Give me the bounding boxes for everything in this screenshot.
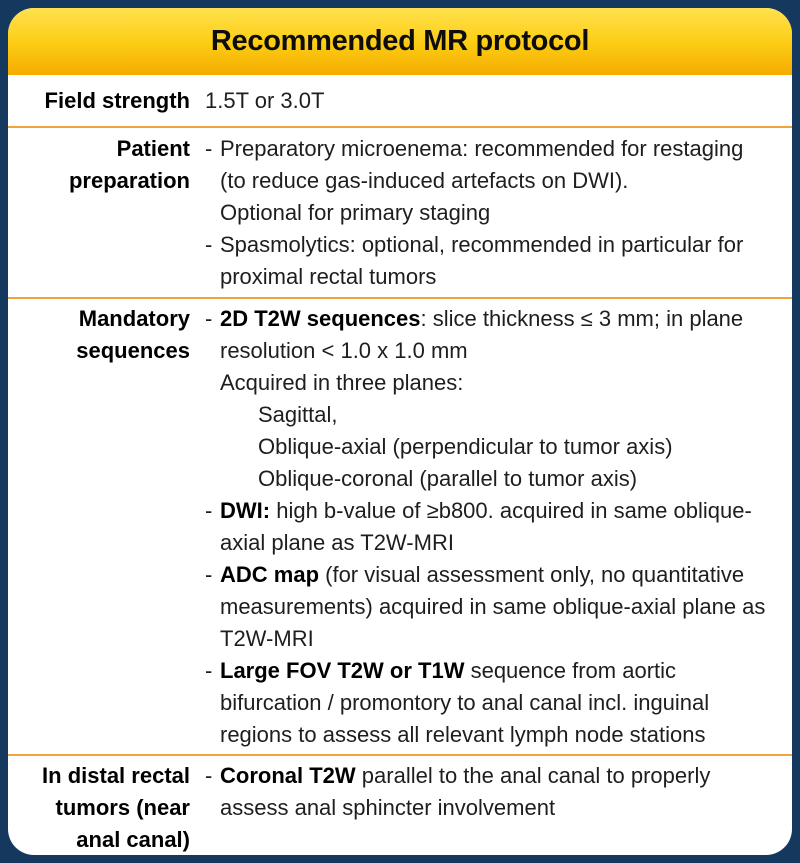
content-line: [220, 335, 743, 367]
table-row: [8, 299, 792, 754]
row-content: [205, 303, 765, 751]
content-line: [220, 495, 752, 527]
page-title: Recommended MR protocol: [210, 25, 590, 57]
item-lines: [205, 85, 324, 117]
list-item: [205, 559, 765, 655]
protocol-card: [8, 8, 792, 855]
label-line: Mandatory: [78, 306, 190, 331]
row-label: [8, 85, 190, 117]
text-segment: T2W-MRI: [220, 626, 314, 651]
label-line: Field strength: [44, 88, 190, 113]
item-lines: [220, 760, 710, 824]
text-segment: Large FOV T2W or T1W: [220, 658, 465, 683]
protocol-table: [8, 75, 792, 855]
bullet-dash: -: [205, 498, 213, 523]
table-row: [8, 75, 792, 126]
label-line: tumors (near: [55, 795, 190, 820]
bullet-dash: -: [205, 136, 213, 161]
table-row: [8, 756, 792, 855]
card-header: [8, 8, 792, 75]
content-line: [220, 719, 709, 751]
label-line: Patient: [116, 136, 190, 161]
content-line: [220, 367, 743, 399]
text-segment: high b-value of ≥b800. acquired in same oblique-: [270, 498, 752, 523]
bullet-dash: -: [205, 763, 213, 788]
content-line: [220, 655, 709, 687]
text-segment: : slice thickness ≤ 3 mm; in plane: [420, 306, 744, 331]
text-segment: measurements) acquired in same oblique-axial plane as: [220, 594, 766, 619]
content-line: [220, 197, 743, 229]
content-line: [205, 85, 324, 117]
text-segment: Optional for primary staging: [220, 200, 491, 225]
content-line: [220, 687, 709, 719]
list-item: [205, 495, 765, 559]
item-lines: [220, 229, 743, 293]
text-segment: resolution < 1.0 x 1.0 mm: [220, 338, 468, 363]
content-line: [220, 303, 743, 335]
text-segment: assess anal sphincter involvement: [220, 795, 556, 820]
text-segment: proximal rectal tumors: [220, 264, 437, 289]
content-line: [220, 792, 710, 824]
table-row: [8, 128, 792, 297]
bullet-dash: -: [205, 232, 213, 257]
bullet-dash: -: [205, 562, 213, 587]
item-lines: [220, 559, 765, 655]
content-line: [220, 760, 710, 792]
content-line: [220, 399, 743, 431]
content-line: [220, 623, 765, 655]
row-content: [205, 85, 324, 117]
row-content: [205, 760, 710, 824]
text-segment: Acquired in three planes:: [220, 370, 464, 395]
text-segment: Spasmolytics: optional, recommended in particular for: [220, 232, 744, 257]
text-segment: (to reduce gas-induced artefacts on DWI).: [220, 168, 629, 193]
content-line: [220, 463, 743, 495]
list-item: [205, 133, 743, 229]
list-item: [205, 85, 324, 117]
list-item: [205, 655, 765, 751]
label-line: anal canal): [76, 827, 190, 852]
text-segment: bifurcation / promontory to anal canal incl. inguinal: [220, 690, 710, 715]
text-segment: regions to assess all relevant lymph node stations: [220, 722, 706, 747]
row-content: [205, 133, 743, 293]
bullet-dash: -: [205, 306, 213, 331]
label-line: In distal rectal: [42, 763, 190, 788]
content-line: [220, 133, 743, 165]
item-lines: [220, 655, 709, 751]
text-segment: 2D T2W sequences: [220, 306, 421, 331]
text-segment: Coronal T2W: [220, 763, 356, 788]
list-item: [205, 303, 765, 495]
text-segment: Sagittal,: [258, 402, 338, 427]
item-lines: [220, 495, 752, 559]
text-segment: sequence from aortic: [464, 658, 677, 683]
row-label: [8, 133, 190, 197]
list-item: [205, 760, 710, 824]
label-line: preparation: [68, 168, 190, 193]
text-segment: DWI:: [220, 498, 271, 523]
text-segment: axial plane as T2W-MRI: [220, 530, 454, 555]
text-segment: ADC map: [220, 562, 320, 587]
text-segment: (for visual assessment only, no quantitative: [319, 562, 745, 587]
bullet-dash: -: [205, 658, 213, 683]
text-segment: 1.5T or 3.0T: [205, 88, 325, 113]
item-lines: [220, 303, 743, 495]
content-line: [220, 431, 743, 463]
row-label: [8, 760, 190, 855]
row-label: [8, 303, 190, 367]
label-line: sequences: [76, 338, 190, 363]
content-line: [220, 165, 743, 197]
content-line: [220, 229, 743, 261]
content-line: [220, 591, 765, 623]
text-segment: Oblique-coronal (parallel to tumor axis): [258, 466, 638, 491]
list-item: [205, 229, 743, 293]
content-line: [220, 559, 765, 591]
text-segment: Oblique-axial (perpendicular to tumor axis): [258, 434, 673, 459]
item-lines: [220, 133, 743, 229]
content-line: [220, 261, 743, 293]
text-segment: Preparatory microenema: recommended for restaging: [220, 136, 744, 161]
content-line: [220, 527, 752, 559]
text-segment: parallel to the anal canal to properly: [355, 763, 711, 788]
